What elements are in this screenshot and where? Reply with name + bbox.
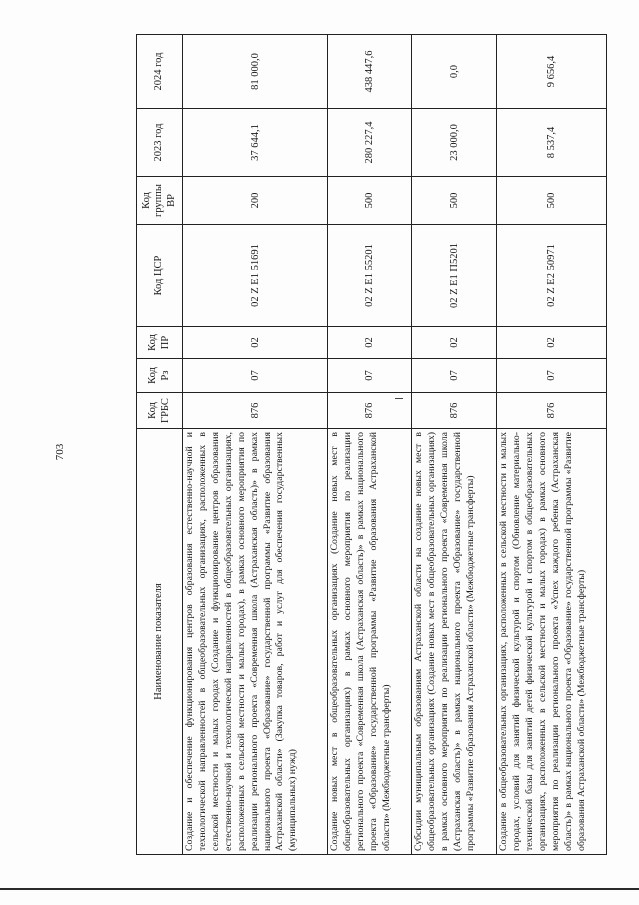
page-number: 703 bbox=[54, 443, 66, 461]
row-name: Создание и обеспечение функционирования центров образования естественно-научной и технологической направленностей в общеобразовательных организациях, расположенных в сельской местности и малых городах (Создание и функционирование центров образования естественно-научной и технологической направленностей в общеобразовательных организациях, расположенных в сельской местности и малых городах), в рамках основного мероприятия по реализации регионального проекта «Современная школа (Астраханская область)» в рамках национального проекта «Образование» государственной программы «Развитие образования Астраханской области» (Закупка товаров, работ и услуг для обеспечения государственных (муниципальных) нужд) bbox=[183, 429, 328, 855]
budget-table bbox=[136, 34, 607, 855]
row-csr: 02 Z E1 55201 bbox=[328, 225, 412, 327]
row-pr: 02 bbox=[328, 327, 412, 359]
row-csr: 02 Z E2 50971 bbox=[497, 225, 607, 327]
header-vr: Код группы ВР bbox=[137, 177, 183, 225]
row-2023: 23 000,0 bbox=[412, 109, 497, 177]
page-bottom-rule bbox=[0, 888, 639, 890]
header-grbs: Код ГРБС bbox=[137, 393, 183, 429]
row-pr: 02 bbox=[412, 327, 497, 359]
table-row bbox=[328, 35, 412, 855]
row-vr: 500 bbox=[412, 177, 497, 225]
table-header-row bbox=[137, 35, 183, 855]
row-name: Создание в общеобразовательных организациях, расположенных в сельской местности и малых городах, условий для занятий физической культурой и спортом (Обновление материально-технической базы для занятий детей физической культурой и спортом в общеобразовательных организациях, расположенных в сельской местности и малых городах) в рамках основного мероприятия по реализации регионального проекта «Успех каждого ребенка (Астраханская область)» в рамках национального проекта «Образование» государственной программы «Развитие образования Астраханской области» (Межбюджетные трансферты) bbox=[497, 429, 607, 855]
table-row bbox=[497, 35, 607, 855]
row-name: Создание новых мест в общеобразовательных организациях (Создание новых мест в общеобразовательных организациях) в рамках основного мероприятия по реализации регионального проекта «Современная школа (Астраханская область)» в рамках национального проекта «Образование» государственной программы «Развитие образования Астраханской области» (Межбюджетные трансферты) bbox=[328, 429, 412, 855]
header-2024: 2024 год bbox=[137, 35, 183, 109]
header-rz: Код Рз bbox=[137, 359, 183, 393]
row-2023: 8 537,4 bbox=[497, 109, 607, 177]
row-grbs: 876 bbox=[328, 393, 412, 429]
row-pr: 02 bbox=[497, 327, 607, 359]
row-2023: 37 644,1 bbox=[183, 109, 328, 177]
header-name: Наименование показателя bbox=[137, 429, 183, 855]
row-pr: 02 bbox=[183, 327, 328, 359]
row-rz: 07 bbox=[328, 359, 412, 393]
row-vr: 200 bbox=[183, 177, 328, 225]
row-2024: 9 656,4 bbox=[497, 35, 607, 109]
table-row bbox=[183, 35, 328, 855]
row-csr: 02 Z E1 П5201 bbox=[412, 225, 497, 327]
row-grbs: 876 bbox=[183, 393, 328, 429]
row-vr: 500 bbox=[497, 177, 607, 225]
row-grbs: 876 bbox=[412, 393, 497, 429]
header-pr: Код ПР bbox=[137, 327, 183, 359]
row-name: Субсидии муниципальным образованиям Астраханской области на создание новых мест в общеобразовательных организациях (Создание новых мест в общеобразовательных организациях) в рамках основного мероприятия по реализации регионального проекта «Современная школа (Астраханская область)» в рамках национального проекта «Образование» государственной программы «Развитие образования Астраханской области» (Межбюджетные трансферты) bbox=[412, 429, 497, 855]
header-csr: Код ЦСР bbox=[137, 225, 183, 327]
row-2024: 81 000,0 bbox=[183, 35, 328, 109]
row-rz: 07 bbox=[412, 359, 497, 393]
header-2023: 2023 год bbox=[137, 109, 183, 177]
rotated-table-wrapper bbox=[136, 35, 606, 855]
row-2023: 280 227,4 bbox=[328, 109, 412, 177]
row-vr: 500 bbox=[328, 177, 412, 225]
row-rz: 07 bbox=[183, 359, 328, 393]
table-row bbox=[412, 35, 497, 855]
row-rz: 07 bbox=[497, 359, 607, 393]
row-2024: 438 447,6 bbox=[328, 35, 412, 109]
row-2024: 0,0 bbox=[412, 35, 497, 109]
row-grbs: 876 bbox=[497, 393, 607, 429]
row-csr: 02 Z E1 51691 bbox=[183, 225, 328, 327]
